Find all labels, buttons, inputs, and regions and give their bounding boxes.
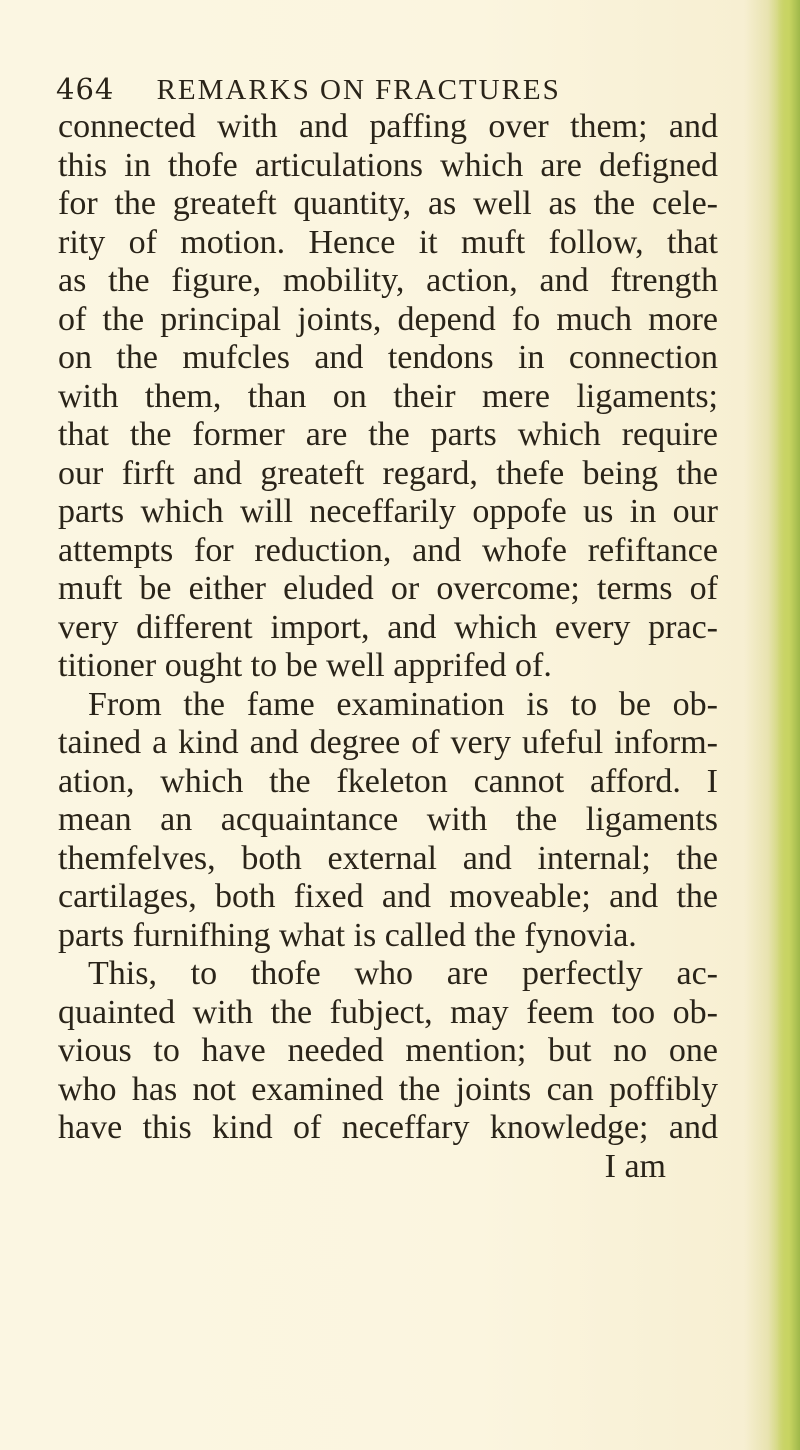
text-line: From the fame examination is to be ob- [88, 685, 718, 723]
text-line: vious to have needed mention; but no one [58, 1032, 718, 1069]
text-line: this in thofe articulations which are defigned [58, 146, 718, 184]
text-line: with them, than on their mere ligaments; [58, 377, 718, 415]
text-line: our firft and greateft regard, thefe being the [58, 454, 718, 492]
text-line: have this kind of neceffary knowledge; and [58, 1109, 718, 1146]
text-line: on the mufcles and tendons in connection [58, 339, 718, 376]
text-line: as the figure, mobility, action, and ftrength [58, 262, 718, 299]
page-number: 464 [56, 72, 115, 106]
catchword: I am [604, 1147, 666, 1185]
text-line: cartilages, both fixed and moveable; and the [58, 878, 718, 915]
text-line: This, to thofe who are perfectly ac- [88, 955, 718, 992]
text-line: muft be either eluded or overcome; terms of [58, 570, 718, 607]
text-line: parts furnifhing what is called the fynovia. [58, 916, 637, 954]
text-line: attempts for reduction, and whofe refiftance [58, 531, 718, 569]
text-line: very different import, and which every prac- [58, 608, 718, 646]
text-line: who has not examined the joints can poffibly [58, 1070, 718, 1108]
page-header [56, 72, 561, 107]
body-text [58, 108, 718, 1186]
text-line: quainted with the fubject, may feem too ob- [58, 993, 718, 1031]
running-title: REMARKS ON FRACTURES [156, 74, 561, 106]
text-line: connected with and paffing over them; and [58, 108, 718, 145]
text-line: of the principal joints, depend fo much more [58, 300, 718, 338]
text-line: themfelves, both external and internal; the [58, 839, 718, 877]
text-line: ation, which the fkeleton cannot afford. I [58, 762, 718, 800]
text-line: for the greateft quantity, as well as the cele- [58, 185, 718, 222]
text-line: titioner ought to be well apprifed of. [58, 647, 552, 684]
text-line: tained a kind and degree of very ufeful inform- [58, 724, 718, 761]
text-line: that the former are the parts which require [58, 416, 718, 453]
text-line: mean an acquaintance with the ligaments [58, 801, 718, 838]
text-line: parts which will neceffarily oppofe us in our [58, 493, 718, 530]
page-edge [778, 0, 800, 1450]
text-line: rity of motion. Hence it muft follow, that [58, 223, 718, 261]
